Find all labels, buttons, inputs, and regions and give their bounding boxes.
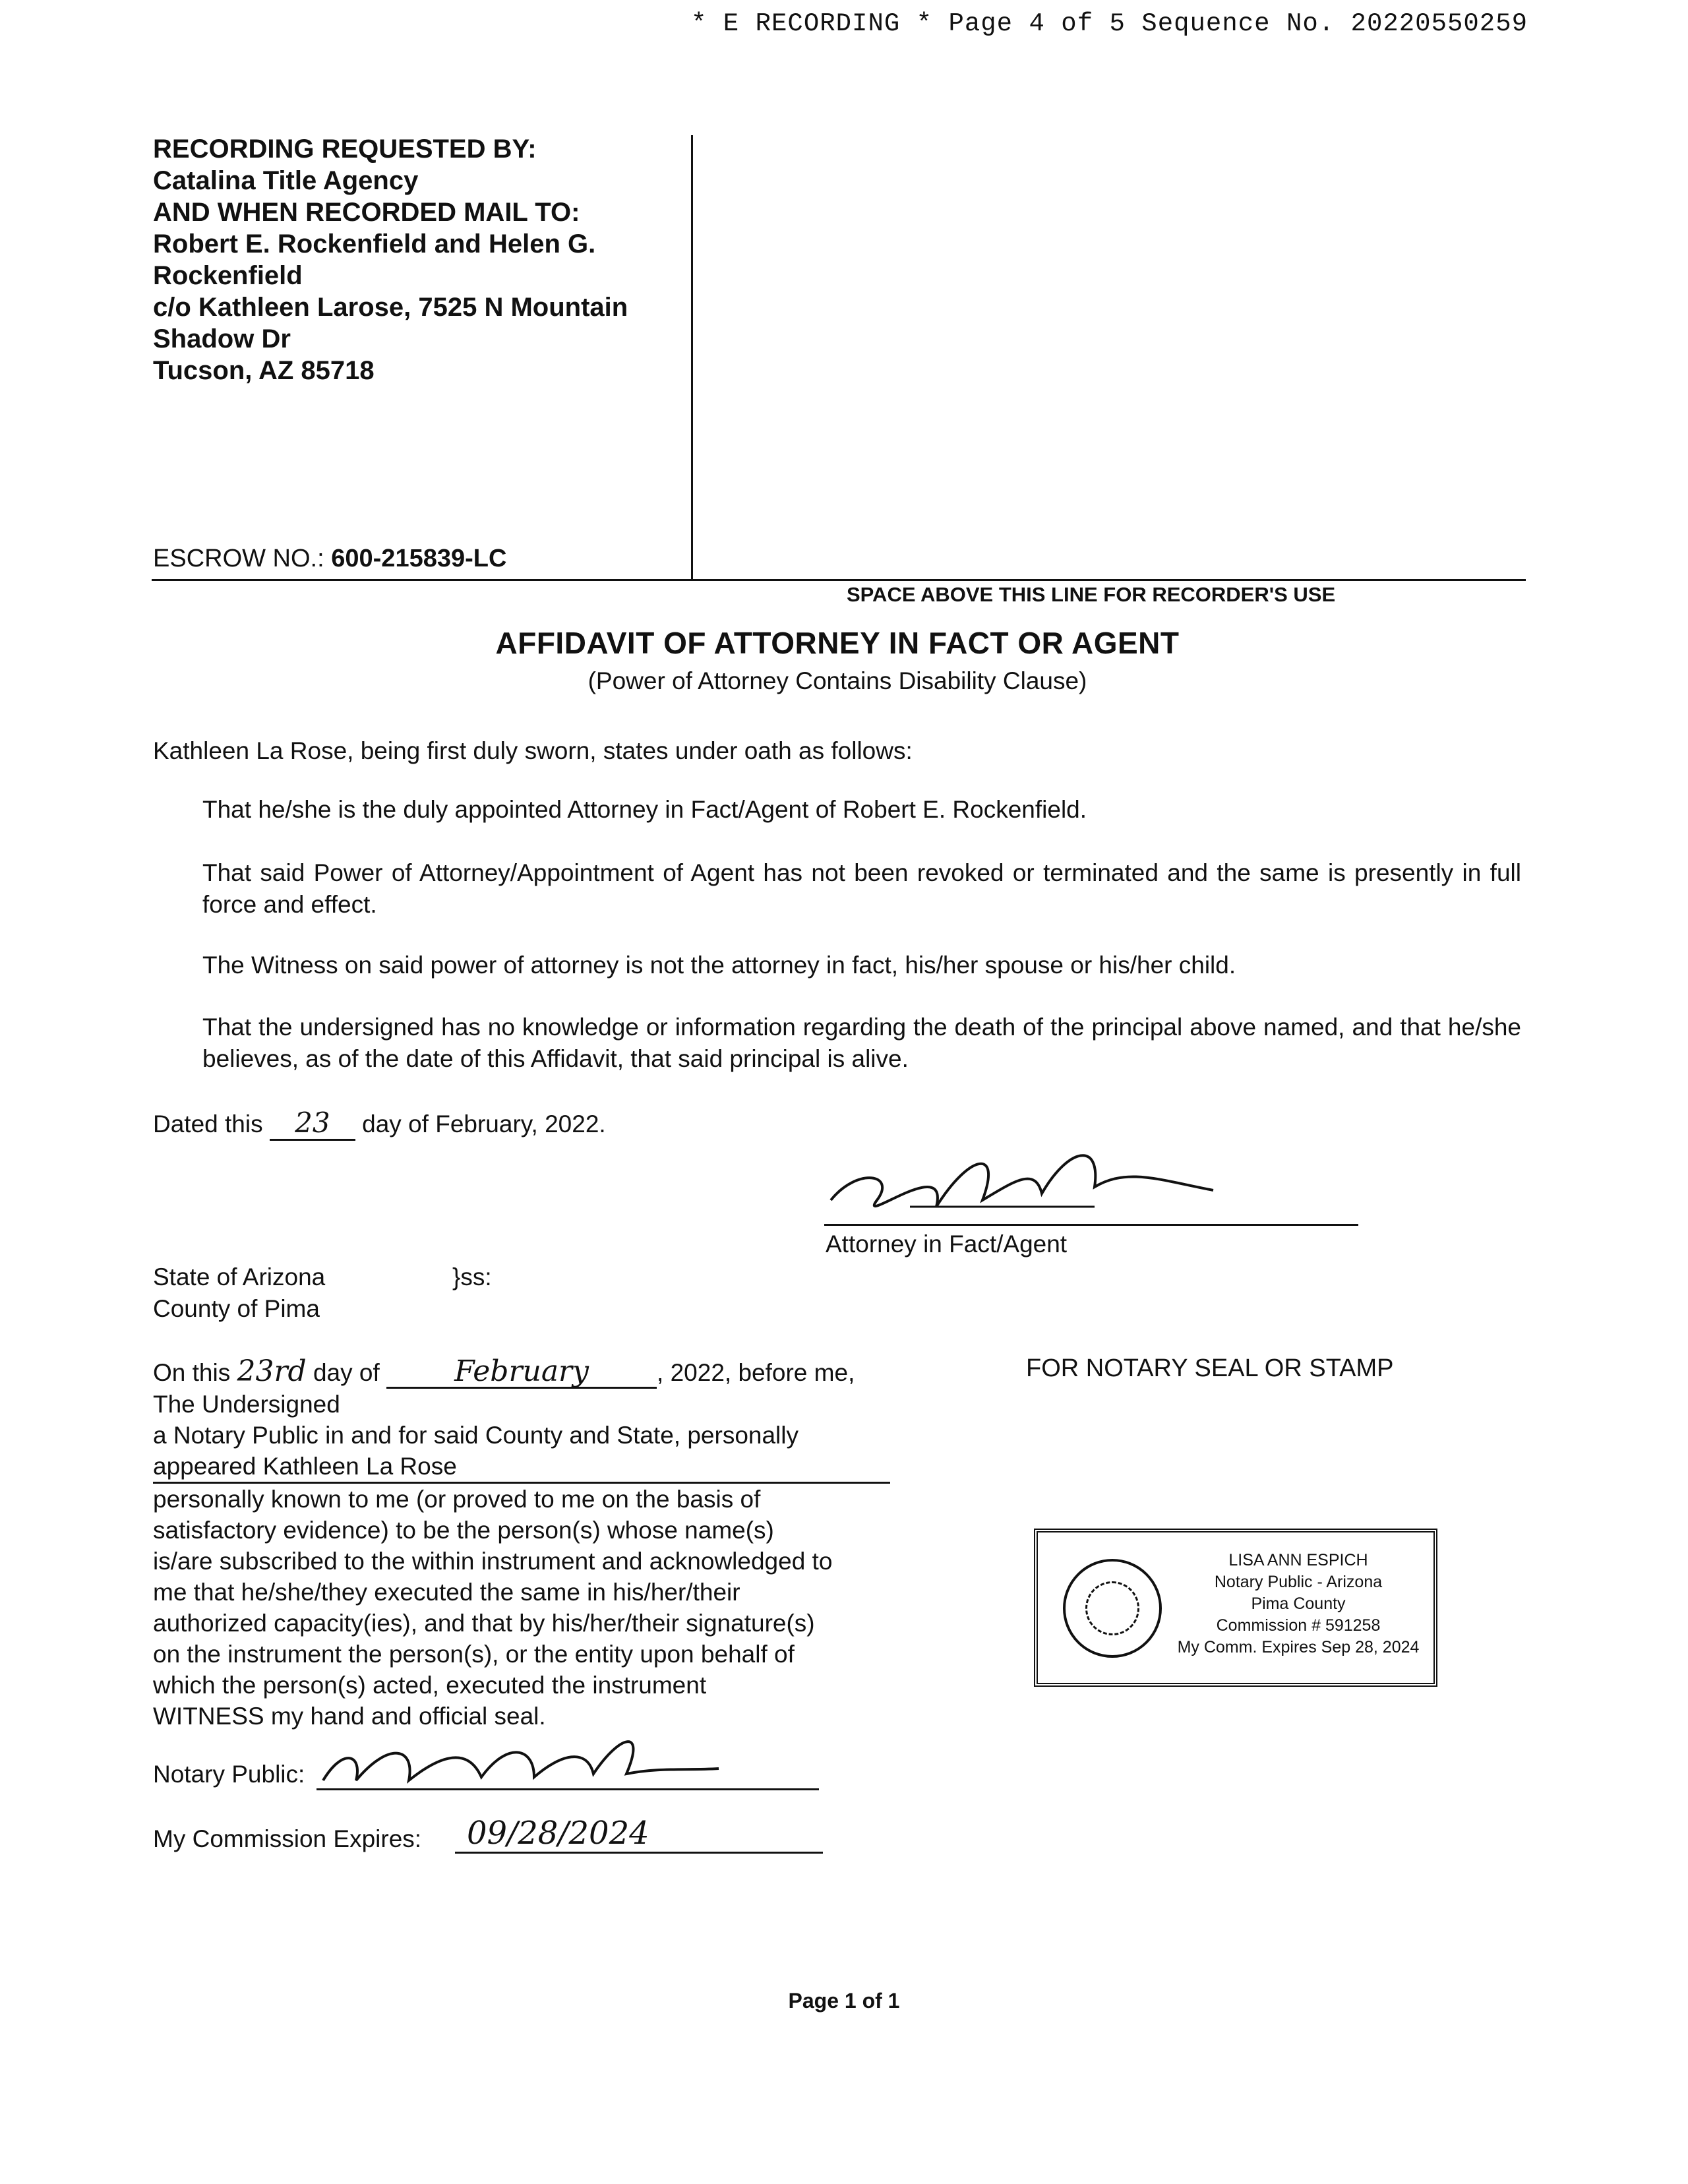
notary-text-line: personally known to me (or proved to me on the basis of [153,1486,761,1513]
dated-line [153,1107,606,1141]
paragraph-4: That the undersigned has no knowledge or information regarding the death of the principal above named, and that he/she believes, as of the date of this Affidavit, that said principal is alive. [202,1014,1521,1072]
witness-line: WITNESS my hand and official seal. [153,1703,546,1730]
mail-to-label: AND WHEN RECORDED MAIL TO: [153,198,580,227]
state-line: State of Arizona [153,1263,326,1290]
dated-suffix: day of February, 2022. [362,1110,606,1138]
escrow-value: 600-215839-LC [331,545,507,572]
document-subtitle: (Power of Attorney Contains Disability Clause) [588,667,1087,694]
escrow-number [153,545,506,573]
mail-to-line: Shadow Dr [153,324,291,353]
document-title: AFFIDAVIT OF ATTORNEY IN FACT OR AGENT [495,626,1180,660]
undersigned-line: The Undersigned [153,1391,340,1418]
notary-seal-label: FOR NOTARY SEAL OR STAMP [1026,1354,1394,1382]
notary-text-line: a Notary Public in and for said County and State, personally [153,1422,799,1449]
escrow-label: ESCROW NO.: [153,545,324,572]
stamp-name: LISA ANN ESPICH [1228,1551,1368,1569]
dated-prefix: Dated this [153,1110,263,1138]
requested-by: Catalina Title Agency [153,166,419,195]
recorder-divider-vertical [691,135,693,580]
notary-text-line: authorized capacity(ies), and that by his/her/their signature(s) [153,1610,815,1637]
notary-text-line: is/are subscribed to the within instrument and acknowledged to [153,1548,833,1575]
page-footer: Page 1 of 1 [788,1989,900,2013]
intro-text: Kathleen La Rose, being first duly sworn, states under oath as follows: [153,737,913,764]
attorney-signature-line [824,1224,1358,1226]
ss-bracket: }ss: [452,1263,492,1290]
recording-block [153,133,628,386]
day-of-label: day of [313,1359,380,1386]
mail-to-line: Tucson, AZ 85718 [153,356,375,385]
stamp-title: Notary Public - Arizona [1214,1573,1383,1591]
paragraph-2: That said Power of Attorney/Appointment of Agent has not been revoked or terminated and the same is presently in full force and effect. [202,859,1521,918]
recorder-divider-horizontal [152,579,1526,581]
notary-text-line: me that he/she/they executed the same in his/her/their [153,1579,740,1606]
commission-date: 09/28/2024 [455,1815,823,1854]
attorney-signature [818,1128,1240,1227]
stamp-text [1170,1550,1427,1658]
on-this-label: On this [153,1359,231,1386]
mail-to-line: Rockenfield [153,261,303,290]
seal-center-icon [1085,1581,1139,1635]
county-line: County of Pima [153,1295,320,1322]
paragraph-1: That he/she is the duly appointed Attorney in Fact/Agent of Robert E. Rockenfield. [202,796,1087,823]
commission-label: My Commission Expires: [153,1825,422,1852]
recorder-space-note: SPACE ABOVE THIS LINE FOR RECORDER'S USE [847,583,1336,606]
notary-signature-line [316,1788,819,1790]
notary-text-line: on the instrument the person(s), or the entity upon behalf of [153,1641,795,1668]
notary-text-line: satisfactory evidence) to be the person(s) whose name(s) [153,1517,774,1544]
requested-by-label: RECORDING REQUESTED BY: [153,135,537,164]
notary-day: 23rd [237,1354,307,1388]
dated-day: 23 [270,1107,355,1141]
mail-to-line: Robert E. Rockenfield and Helen G. [153,229,596,258]
notary-date-line [153,1356,905,1389]
mail-to-line: c/o Kathleen Larose, 7525 N Mountain [153,293,628,322]
paragraph-3: The Witness on said power of attorney is not the attorney in fact, his/her spouse or his/her child. [202,952,1236,979]
year-before-me: , 2022, before me, [657,1359,855,1386]
notary-signature [316,1721,738,1794]
notary-text-line: which the person(s) acted, executed the instrument [153,1672,707,1699]
appeared-name: appeared Kathleen La Rose [153,1451,890,1484]
state-seal-icon [1063,1559,1162,1658]
notary-month: February [386,1356,657,1389]
notary-acknowledgment [153,1356,905,1732]
notary-public-label: Notary Public: [153,1761,305,1788]
stamp-expires: My Comm. Expires Sep 28, 2024 [1177,1638,1420,1656]
stamp-county: Pima County [1251,1594,1346,1613]
stamp-commission: Commission # 591258 [1216,1616,1381,1635]
appeared-line [153,1451,905,1484]
recording-header: * E RECORDING * Page 4 of 5 Sequence No. 20220550259 [691,9,1528,38]
notary-stamp [1034,1529,1437,1687]
attorney-signature-label: Attorney in Fact/Agent [826,1230,1068,1258]
